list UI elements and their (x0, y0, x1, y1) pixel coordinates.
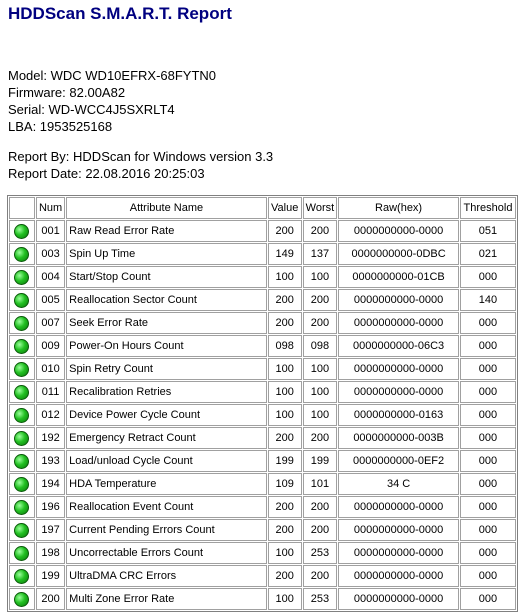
table-row (9, 243, 516, 265)
attribute-name: Reallocation Sector Count (66, 289, 267, 311)
status-cell (9, 565, 35, 587)
status-cell (9, 358, 35, 380)
attribute-worst: 101 (303, 473, 338, 495)
threshold-column-header: Threshold (460, 197, 516, 219)
status-cell (9, 404, 35, 426)
smart-attributes-table (7, 195, 518, 612)
attribute-raw: 0000000000-0000 (338, 588, 459, 610)
table-row (9, 450, 516, 472)
attribute-value: 100 (268, 266, 302, 288)
status-cell (9, 243, 35, 265)
attribute-raw: 0000000000-0000 (338, 542, 459, 564)
green-status-led-icon (14, 408, 29, 423)
green-status-led-icon (14, 224, 29, 239)
attribute-raw: 0000000000-003B (338, 427, 459, 449)
attribute-num: 194 (36, 473, 65, 495)
attribute-worst: 200 (303, 496, 338, 518)
attribute-threshold: 000 (460, 496, 516, 518)
attribute-name: Spin Up Time (66, 243, 267, 265)
attribute-worst: 100 (303, 381, 338, 403)
attribute-num: 197 (36, 519, 65, 541)
attribute-name: Start/Stop Count (66, 266, 267, 288)
attribute-name: Raw Read Error Rate (66, 220, 267, 242)
attribute-num: 004 (36, 266, 65, 288)
attribute-raw: 0000000000-0000 (338, 220, 459, 242)
report-title: HDDScan S.M.A.R.T. Report (8, 4, 232, 23)
attribute-threshold: 000 (460, 542, 516, 564)
attribute-num: 196 (36, 496, 65, 518)
status-cell (9, 266, 35, 288)
attribute-name: Emergency Retract Count (66, 427, 267, 449)
attribute-threshold: 021 (460, 243, 516, 265)
table-row (9, 358, 516, 380)
attribute-raw: 0000000000-0EF2 (338, 450, 459, 472)
attribute-value: 199 (268, 450, 302, 472)
attribute-name: Device Power Cycle Count (66, 404, 267, 426)
attribute-value: 200 (268, 519, 302, 541)
table-row (9, 542, 516, 564)
attribute-name: HDA Temperature (66, 473, 267, 495)
green-status-led-icon (14, 477, 29, 492)
attribute-threshold: 000 (460, 266, 516, 288)
attribute-worst: 137 (303, 243, 338, 265)
green-status-led-icon (14, 431, 29, 446)
attribute-name: UltraDMA CRC Errors (66, 565, 267, 587)
table-body (9, 220, 516, 610)
table-row (9, 381, 516, 403)
table-row (9, 220, 516, 242)
attribute-raw: 0000000000-0000 (338, 358, 459, 380)
table-row (9, 312, 516, 334)
attribute-worst: 100 (303, 358, 338, 380)
attribute-value: 200 (268, 289, 302, 311)
worst-column-header: Worst (303, 197, 338, 219)
green-status-led-icon (14, 362, 29, 377)
attribute-value: 100 (268, 381, 302, 403)
attribute-num: 199 (36, 565, 65, 587)
attribute-raw: 0000000000-0DBC (338, 243, 459, 265)
attribute-name: Load/unload Cycle Count (66, 450, 267, 472)
green-status-led-icon (14, 569, 29, 584)
attribute-name: Uncorrectable Errors Count (66, 542, 267, 564)
attribute-value: 100 (268, 542, 302, 564)
attribute-value: 109 (268, 473, 302, 495)
table-row (9, 404, 516, 426)
green-status-led-icon (14, 454, 29, 469)
table-row (9, 496, 516, 518)
status-cell (9, 588, 35, 610)
status-cell (9, 519, 35, 541)
attribute-worst: 100 (303, 404, 338, 426)
attribute-num: 005 (36, 289, 65, 311)
green-status-led-icon (14, 247, 29, 262)
attribute-name: Seek Error Rate (66, 312, 267, 334)
num-column-header: Num (36, 197, 65, 219)
attribute-name: Recalibration Retries (66, 381, 267, 403)
report-meta (8, 148, 273, 182)
lba-line: LBA: 1953525168 (8, 119, 113, 134)
attribute-num: 003 (36, 243, 65, 265)
attribute-value: 100 (268, 588, 302, 610)
attribute-worst: 100 (303, 266, 338, 288)
status-cell (9, 496, 35, 518)
status-cell (9, 381, 35, 403)
raw-column-header: Raw(hex) (338, 197, 459, 219)
attribute-raw: 0000000000-01CB (338, 266, 459, 288)
green-status-led-icon (14, 293, 29, 308)
attribute-num: 193 (36, 450, 65, 472)
attribute-value: 100 (268, 358, 302, 380)
status-cell (9, 427, 35, 449)
table-row (9, 519, 516, 541)
attribute-raw: 0000000000-0000 (338, 312, 459, 334)
attribute-name: Current Pending Errors Count (66, 519, 267, 541)
table-row (9, 335, 516, 357)
table-row (9, 565, 516, 587)
attribute-value: 200 (268, 427, 302, 449)
attribute-threshold: 140 (460, 289, 516, 311)
attribute-value: 098 (268, 335, 302, 357)
attribute-threshold: 000 (460, 473, 516, 495)
green-status-led-icon (14, 339, 29, 354)
table-row (9, 289, 516, 311)
status-cell (9, 312, 35, 334)
model-line: Model: WDC WD10EFRX-68FYTN0 (8, 68, 217, 83)
status-column-header (9, 197, 35, 219)
attribute-threshold: 000 (460, 565, 516, 587)
attribute-num: 200 (36, 588, 65, 610)
attribute-raw: 0000000000-0000 (338, 381, 459, 403)
attribute-name: Reallocation Event Count (66, 496, 267, 518)
green-status-led-icon (14, 546, 29, 561)
attribute-name: Power-On Hours Count (66, 335, 267, 357)
attribute-threshold: 000 (460, 335, 516, 357)
attribute-num: 012 (36, 404, 65, 426)
status-cell (9, 335, 35, 357)
attribute-raw: 0000000000-06C3 (338, 335, 459, 357)
attribute-worst: 253 (303, 588, 338, 610)
attribute-worst: 200 (303, 565, 338, 587)
attribute-worst: 253 (303, 542, 338, 564)
green-status-led-icon (14, 270, 29, 285)
report-date-line: Report Date: 22.08.2016 20:25:03 (8, 166, 205, 181)
attribute-value: 200 (268, 312, 302, 334)
table-row (9, 427, 516, 449)
attribute-threshold: 000 (460, 450, 516, 472)
table-row (9, 588, 516, 610)
attribute-raw: 0000000000-0163 (338, 404, 459, 426)
attribute-num: 192 (36, 427, 65, 449)
attribute-threshold: 000 (460, 427, 516, 449)
attribute-name: Spin Retry Count (66, 358, 267, 380)
serial-line: Serial: WD-WCC4J5SXRLT4 (8, 102, 175, 117)
attribute-num: 009 (36, 335, 65, 357)
attribute-threshold: 000 (460, 588, 516, 610)
green-status-led-icon (14, 592, 29, 607)
firmware-line: Firmware: 82.00A82 (8, 85, 126, 100)
attribute-name: Multi Zone Error Rate (66, 588, 267, 610)
attribute-raw: 0000000000-0000 (338, 519, 459, 541)
table-row (9, 473, 516, 495)
attribute-num: 011 (36, 381, 65, 403)
attribute-value: 200 (268, 220, 302, 242)
attribute-value: 149 (268, 243, 302, 265)
attribute-threshold: 051 (460, 220, 516, 242)
value-column-header: Value (268, 197, 302, 219)
attribute-name-column-header: Attribute Name (66, 197, 267, 219)
attribute-worst: 200 (303, 289, 338, 311)
green-status-led-icon (14, 385, 29, 400)
attribute-num: 198 (36, 542, 65, 564)
status-cell (9, 542, 35, 564)
attribute-value: 200 (268, 496, 302, 518)
attribute-worst: 199 (303, 450, 338, 472)
attribute-threshold: 000 (460, 404, 516, 426)
status-cell (9, 220, 35, 242)
attribute-raw: 34 C (338, 473, 459, 495)
attribute-worst: 200 (303, 220, 338, 242)
green-status-led-icon (14, 500, 29, 515)
attribute-threshold: 000 (460, 519, 516, 541)
attribute-worst: 200 (303, 519, 338, 541)
attribute-worst: 098 (303, 335, 338, 357)
table-header-row (9, 197, 516, 219)
attribute-threshold: 000 (460, 312, 516, 334)
attribute-num: 010 (36, 358, 65, 380)
report-by-line: Report By: HDDScan for Windows version 3.3 (8, 149, 274, 164)
status-cell (9, 289, 35, 311)
status-cell (9, 473, 35, 495)
attribute-worst: 200 (303, 427, 338, 449)
attribute-raw: 0000000000-0000 (338, 565, 459, 587)
attribute-raw: 0000000000-0000 (338, 289, 459, 311)
attribute-value: 100 (268, 404, 302, 426)
status-cell (9, 450, 35, 472)
green-status-led-icon (14, 523, 29, 538)
attribute-threshold: 000 (460, 381, 516, 403)
attribute-raw: 0000000000-0000 (338, 496, 459, 518)
attribute-num: 007 (36, 312, 65, 334)
attribute-worst: 200 (303, 312, 338, 334)
drive-info (8, 67, 216, 135)
table-row (9, 266, 516, 288)
attribute-threshold: 000 (460, 358, 516, 380)
attribute-value: 200 (268, 565, 302, 587)
attribute-num: 001 (36, 220, 65, 242)
green-status-led-icon (14, 316, 29, 331)
